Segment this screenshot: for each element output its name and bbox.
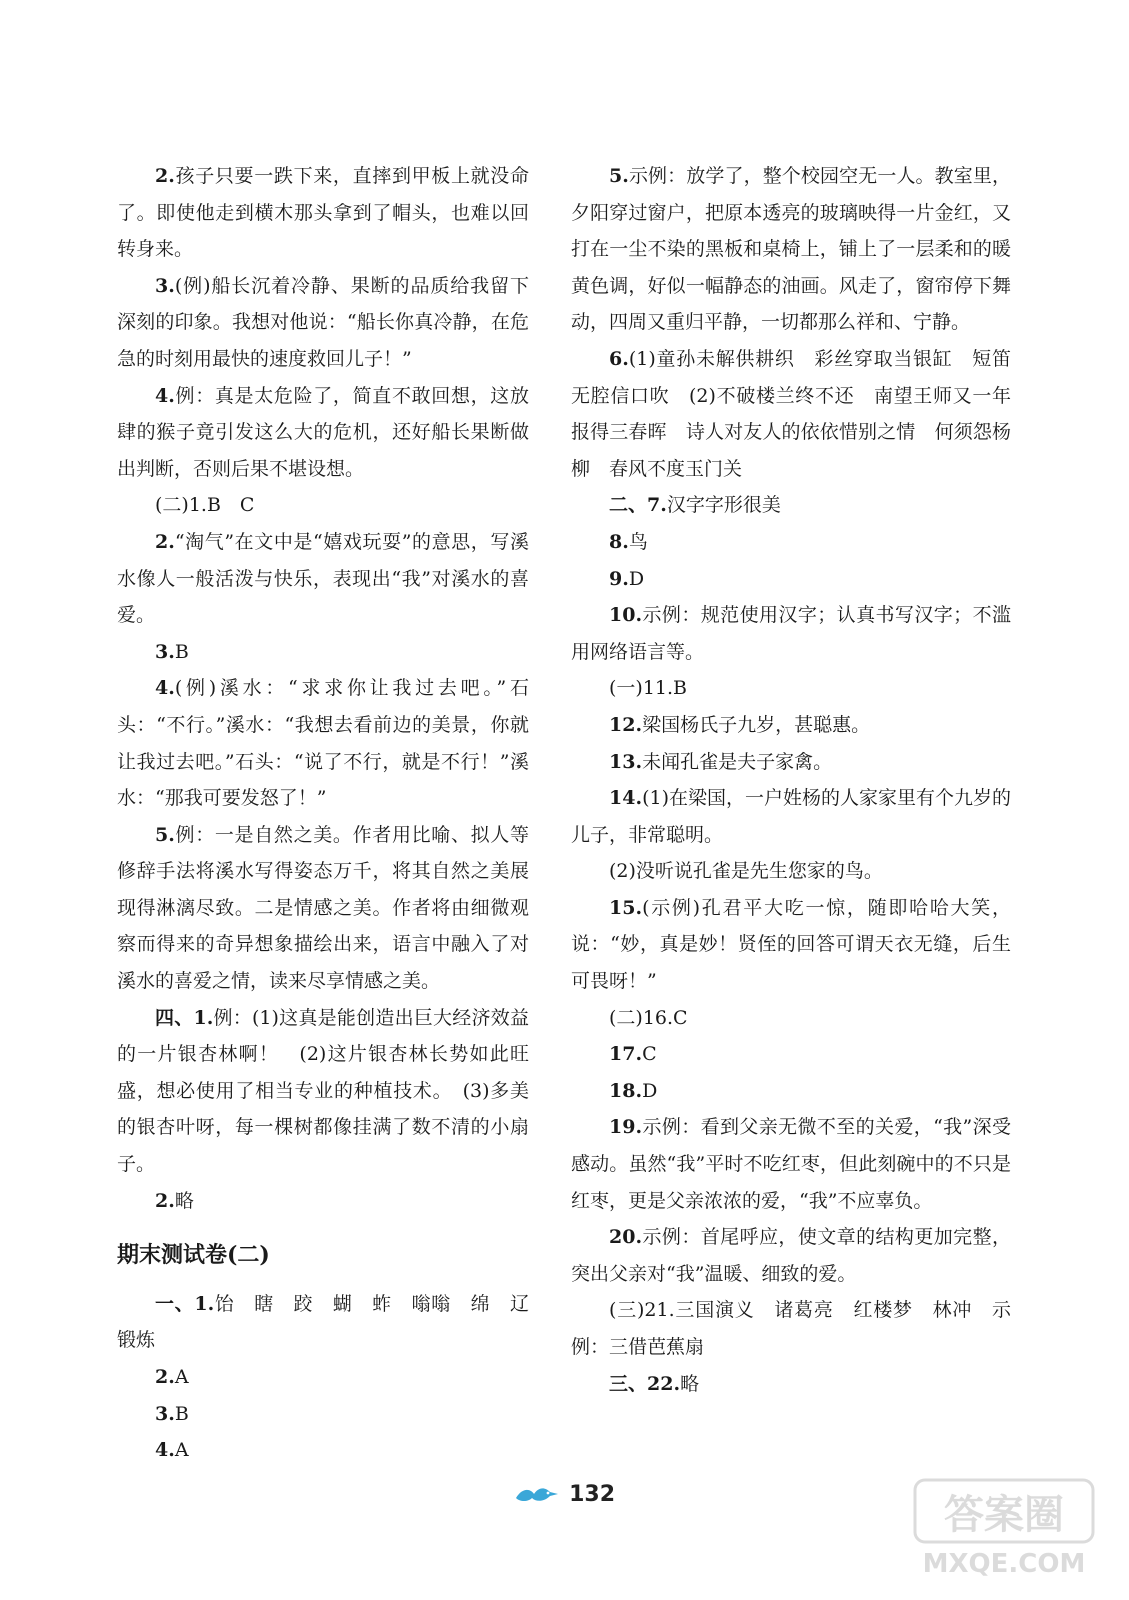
item-number: 18. bbox=[609, 1079, 643, 1102]
answer-item bbox=[571, 707, 1011, 744]
item-text: (1)在梁国，一户姓杨的人家家里有个九岁的儿子，非常聪明。 bbox=[571, 787, 1011, 846]
item-text: A bbox=[174, 1439, 189, 1462]
bird-ornament-icon bbox=[514, 1484, 560, 1506]
item-number: (二)16. bbox=[609, 1006, 674, 1029]
item-number: 17. bbox=[609, 1043, 643, 1066]
answer-item bbox=[571, 890, 1011, 1000]
item-text: 饴 瞎 跤 蝴 蚱 嗡嗡 绵 辽 锻炼 bbox=[117, 1292, 548, 1352]
answer-item bbox=[117, 670, 529, 816]
item-text: 示例：首尾呼应，使文章的结构更加完整，突出父亲对“我”温暖、细致的爱。 bbox=[571, 1226, 1011, 1285]
item-text: C bbox=[673, 1006, 688, 1029]
svg-text:答案圈: 答案圈 bbox=[944, 1492, 1064, 1538]
item-number: 6. bbox=[609, 347, 629, 370]
answer-item bbox=[117, 487, 529, 524]
item-text: 示例：看到父亲无微不至的关爱，“我”深受感动。虽然“我”平时不吃红枣，但此刻碗中的不只是红枣，更是父亲浓浓的爱，“我”不应辜负。 bbox=[571, 1116, 1011, 1212]
answer-item bbox=[571, 597, 1011, 670]
answer-item bbox=[117, 524, 529, 634]
item-text: D bbox=[628, 567, 645, 590]
answer-item bbox=[117, 378, 529, 488]
answer-item bbox=[117, 1183, 529, 1220]
answer-item bbox=[117, 1286, 548, 1359]
item-number: 20. bbox=[609, 1226, 643, 1249]
item-text: C bbox=[642, 1043, 657, 1066]
item-text: 三国演义 诸葛亮 红楼梦 林冲 示例：三借芭蕉扇 bbox=[571, 1299, 1011, 1358]
item-number: 4. bbox=[155, 384, 175, 407]
answer-item bbox=[571, 853, 1011, 890]
item-text: B bbox=[174, 1402, 189, 1425]
item-number: 9. bbox=[609, 567, 629, 590]
item-text: B bbox=[673, 677, 688, 700]
svg-text:MXQE.COM: MXQE.COM bbox=[922, 1549, 1086, 1579]
item-text: 汉字字形很美 bbox=[666, 494, 781, 517]
item-number: 3. bbox=[155, 1402, 175, 1425]
section-heading: 期末测试卷(二) bbox=[117, 1242, 270, 1269]
item-number: (三)21. bbox=[609, 1299, 675, 1322]
item-number: 15. bbox=[609, 896, 643, 919]
item-text: (示例)孔君平大吃一惊，随即哈哈大笑，说：“妙，真是妙！贤侄的回答可谓天衣无缝，后生可畏呀！” bbox=[571, 896, 1011, 993]
page-number: 132 bbox=[569, 1482, 616, 1507]
item-number: 2. bbox=[155, 165, 175, 187]
item-text: 未闻孔雀是夫子家禽。 bbox=[642, 750, 833, 773]
answer-item bbox=[117, 158, 529, 268]
item-number: (二)1. bbox=[155, 494, 207, 517]
item-number: 3. bbox=[155, 274, 175, 297]
item-text: 略 bbox=[174, 1189, 194, 1212]
item-number: 13. bbox=[609, 750, 643, 773]
item-text: “淘气”在文中是“嬉戏玩耍”的意思，写溪水像人一般活泼与快乐，表现出“我”对溪水的喜爱。 bbox=[117, 530, 529, 627]
answer-item bbox=[571, 1292, 1011, 1365]
item-text: (1)童孙未解供耕织 彩丝穿取当银缸 短笛无腔信口吹 (2)不破楼兰终不还 南望王师又一年 报得三春晖 诗人对友人的依依惜别之情 何须怨杨柳 春风不度玉门关 bbox=[571, 347, 1031, 480]
item-text: 例：(1)这真是能创造出巨大经济效益的一片银杏林啊！ (2)这片银杏林长势如此旺盛，想必使用了相当专业的种植技术。 (3)多美的银杏叶呀，每一棵树都像挂满了数不清的小扇子。 bbox=[117, 1006, 529, 1176]
answer-item bbox=[117, 1432, 529, 1469]
item-text: 梁国杨氏子九岁，甚聪惠。 bbox=[642, 713, 871, 736]
answer-item bbox=[571, 524, 1011, 561]
answer-item bbox=[571, 1366, 1011, 1403]
answer-item bbox=[571, 561, 1011, 598]
item-number: 2. bbox=[155, 1366, 175, 1388]
item-number: 2. bbox=[155, 530, 175, 553]
item-text: (例)溪水：“求求你让我过去吧。”石头：“不行。”溪水：“我想去看前边的美景，你就让我过去吧。”石头：“说了不行，就是不行！”溪水：“那我可要发怒了！” bbox=[117, 677, 529, 810]
item-text: 例：真是太危险了，简直不敢回想，这放肆的猴子竟引发这么大的危机，还好船长果断做出判断，否则后果不堪设想。 bbox=[117, 384, 529, 480]
left-column bbox=[117, 158, 548, 1469]
answer-item bbox=[571, 487, 1011, 524]
answer-item bbox=[117, 268, 529, 378]
answer-item bbox=[571, 1000, 1011, 1037]
item-text: A bbox=[174, 1366, 189, 1388]
item-number: 3. bbox=[155, 640, 175, 663]
item-text: B C bbox=[206, 494, 255, 517]
item-number: 8. bbox=[609, 530, 629, 553]
answer-item bbox=[117, 634, 529, 671]
item-number: 5. bbox=[155, 823, 175, 846]
item-number: 2. bbox=[155, 1189, 175, 1212]
answer-item bbox=[117, 1000, 529, 1183]
item-text: D bbox=[642, 1079, 658, 1102]
answer-item bbox=[571, 1036, 1011, 1073]
item-number: 4. bbox=[155, 1439, 175, 1462]
answer-item bbox=[571, 670, 1011, 707]
item-number: 10. bbox=[609, 604, 643, 627]
item-text: 示例：放学了，整个校园空无一人。教室里，夕阳穿过窗户，把原本透亮的玻璃映得一片金红，又打在一尘不染的黑板和桌椅上，铺上了一层柔和的暖黄色调，好似一幅静态的油画。风走了，窗帘停下舞动，四周又重归平静，一切都那么祥和、宁静。 bbox=[571, 165, 1011, 334]
item-text: 示例：规范使用汉字；认真书写汉字；不滥用网络语言等。 bbox=[571, 604, 1011, 663]
item-number: 三、22. bbox=[609, 1372, 681, 1395]
item-number: 二、7. bbox=[609, 494, 667, 517]
right-column bbox=[571, 158, 1031, 1402]
answer-item bbox=[571, 1073, 1011, 1110]
answer-item bbox=[117, 1396, 529, 1433]
item-text: 孩子只要一跌下来，直摔到甲板上就没命了。即使他走到横木那头拿到了帽头，也难以回转身来。 bbox=[117, 165, 529, 261]
item-number: 四、1. bbox=[155, 1006, 214, 1029]
item-number: 19. bbox=[609, 1116, 643, 1139]
answer-item bbox=[571, 744, 1011, 781]
item-number: (一)11. bbox=[609, 677, 674, 700]
item-text: (例)船长沉着冷静、果断的品质给我留下深刻的印象。我想对他说：“船长你真冷静，在危急的时刻用最快的速度救回儿子！” bbox=[117, 274, 529, 370]
answer-item bbox=[571, 780, 1011, 853]
item-text: (2)没听说孔雀是先生您家的鸟。 bbox=[609, 860, 883, 883]
answer-item bbox=[571, 1219, 1011, 1292]
item-number: 12. bbox=[609, 713, 643, 736]
answer-item bbox=[117, 817, 529, 1000]
item-text: 例：一是自然之美。作者用比喻、拟人等修辞手法将溪水写得姿态万千，将其自然之美展现得淋漓尽致。二是情感之美。作者将由细微观察而得来的奇异想象描绘出来，语言中融入了对溪水的喜爱之情，读来尽享情感之美。 bbox=[117, 823, 529, 993]
answer-item bbox=[571, 341, 1031, 487]
item-number: 14. bbox=[609, 787, 643, 810]
item-text: 鸟 bbox=[628, 530, 648, 553]
watermark-logo bbox=[909, 1472, 1099, 1582]
item-number: 5. bbox=[609, 165, 629, 187]
answer-item bbox=[117, 1359, 529, 1396]
item-number: 4. bbox=[155, 677, 175, 700]
item-text: 略 bbox=[680, 1372, 700, 1395]
item-number: 一、1. bbox=[155, 1292, 215, 1315]
item-text: B bbox=[174, 640, 189, 663]
answer-item bbox=[571, 158, 1011, 341]
answer-item bbox=[571, 1109, 1011, 1219]
